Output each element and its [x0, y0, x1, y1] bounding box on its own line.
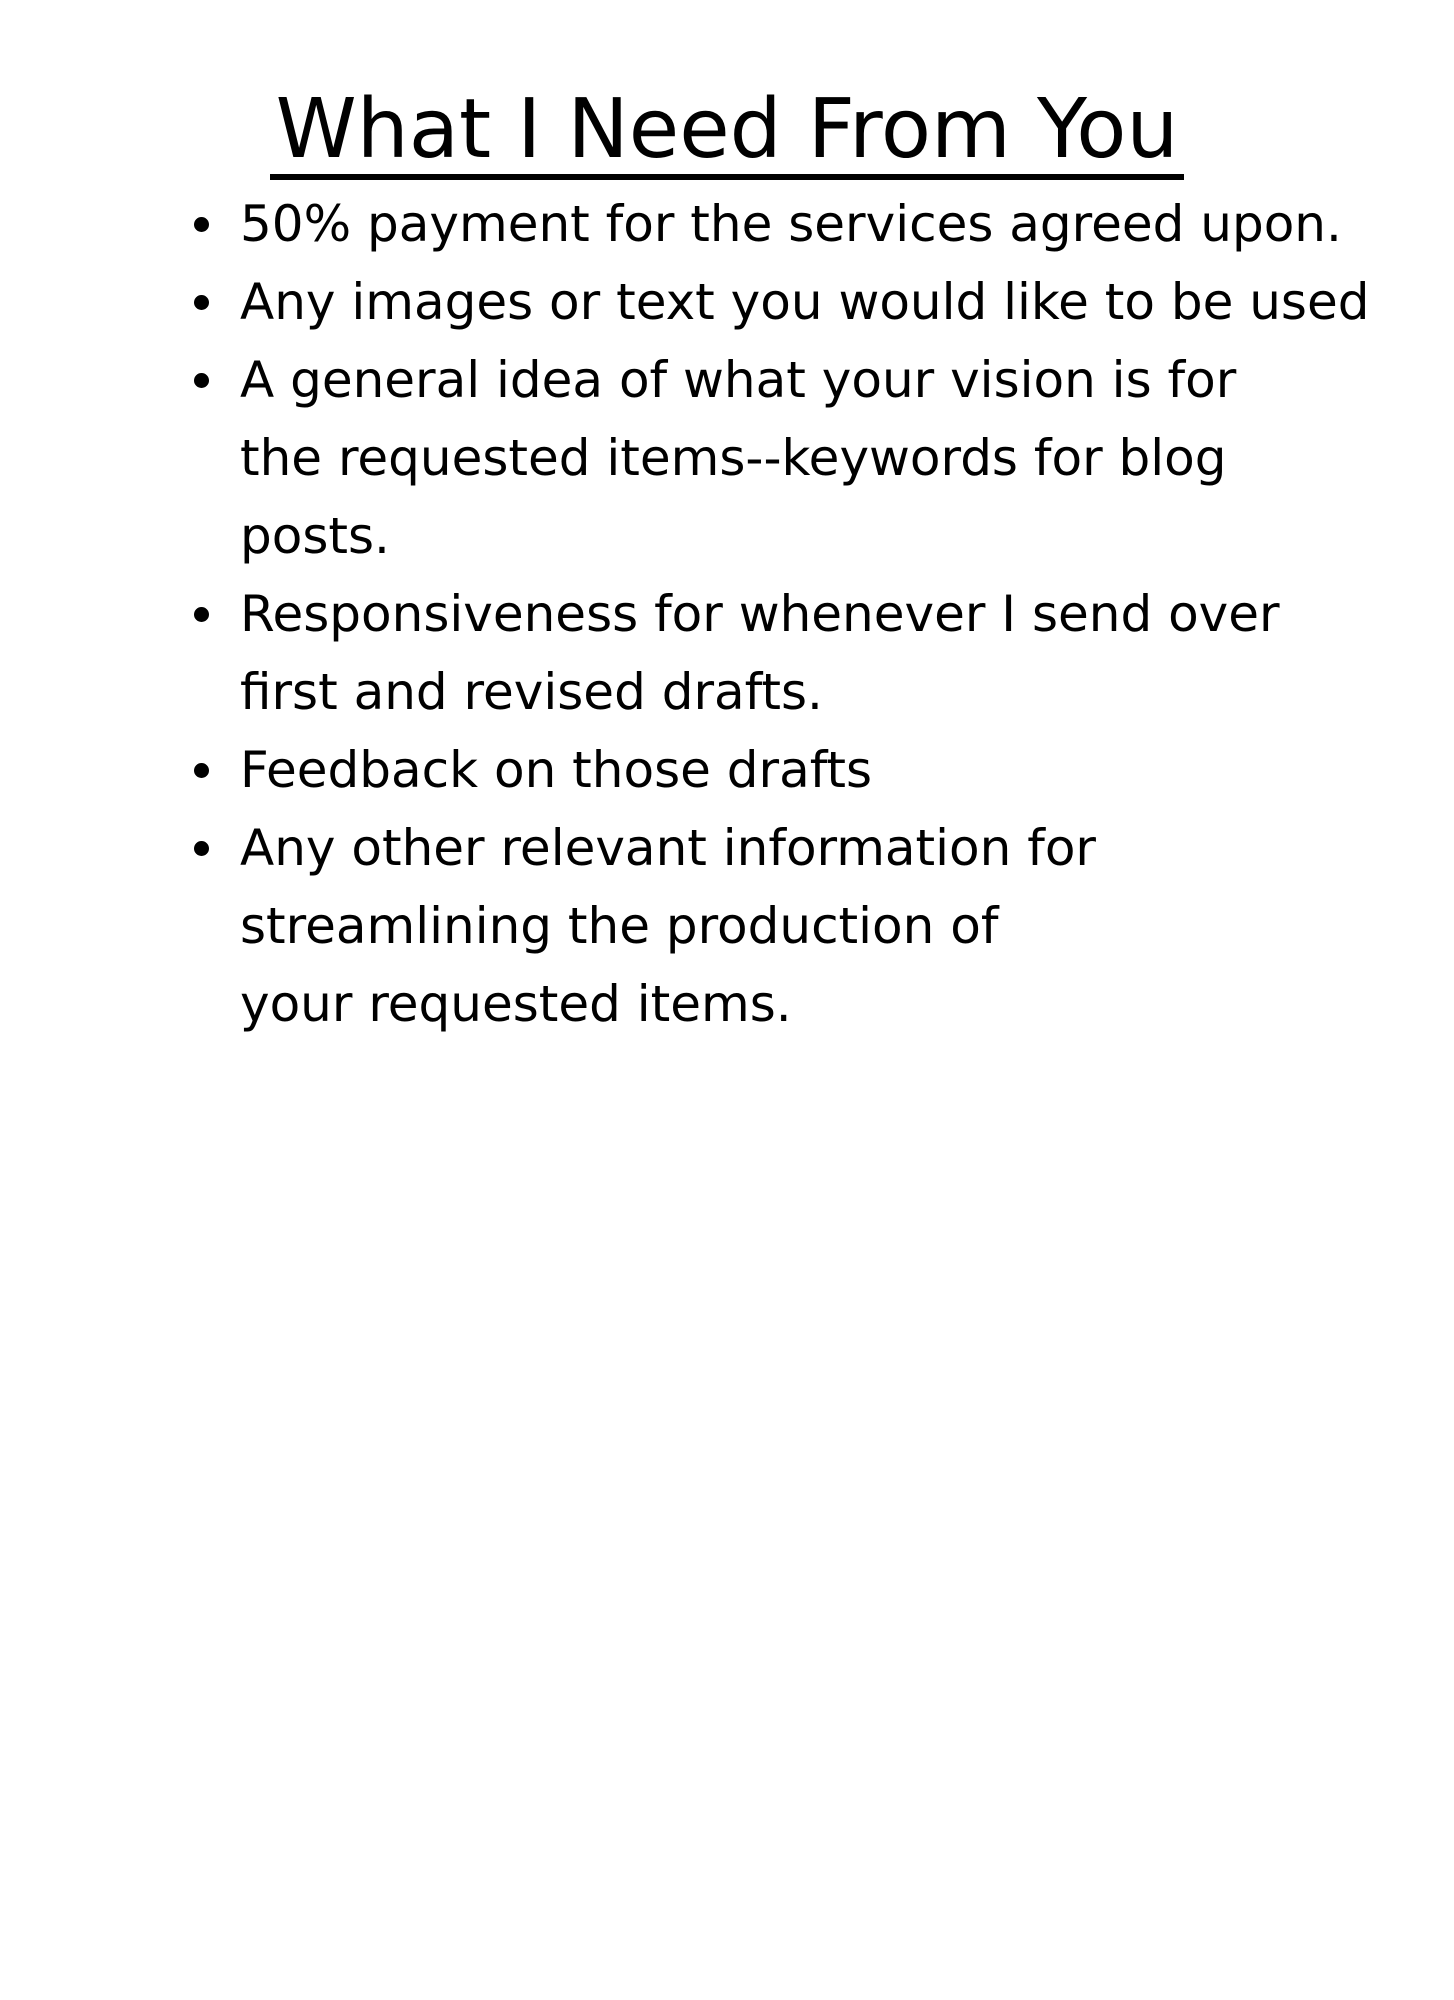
bullet-dot-icon [194, 841, 209, 856]
list-item-text: Any images or text you would like to be used [240, 273, 1370, 331]
list-item [190, 263, 1370, 341]
list-item [190, 731, 1370, 809]
list-item-text: A general idea of what your vision is for the requested items--keywords for blog posts. [240, 351, 1237, 565]
list-item [190, 809, 1120, 1043]
list-item [190, 341, 1300, 575]
bullet-dot-icon [194, 607, 209, 622]
page-title [0, 80, 1454, 180]
list-item-text: Any other relevant information for streamlining the production of your requested items. [240, 819, 1096, 1033]
list-item-text: Feedback on those drafts [240, 741, 873, 799]
list-item-text: Responsiveness for whenever I send over first and revised drafts. [240, 585, 1280, 721]
list-item-text: 50% payment for the services agreed upon. [240, 195, 1342, 253]
bullet-dot-icon [194, 763, 209, 778]
bullet-dot-icon [194, 295, 209, 310]
list-item [190, 575, 1370, 731]
list-item [190, 185, 1370, 263]
page-title-text: What I Need From You [270, 86, 1185, 180]
bullet-dot-icon [194, 217, 209, 232]
bullet-dot-icon [194, 373, 209, 388]
requirements-list [190, 185, 1370, 1043]
